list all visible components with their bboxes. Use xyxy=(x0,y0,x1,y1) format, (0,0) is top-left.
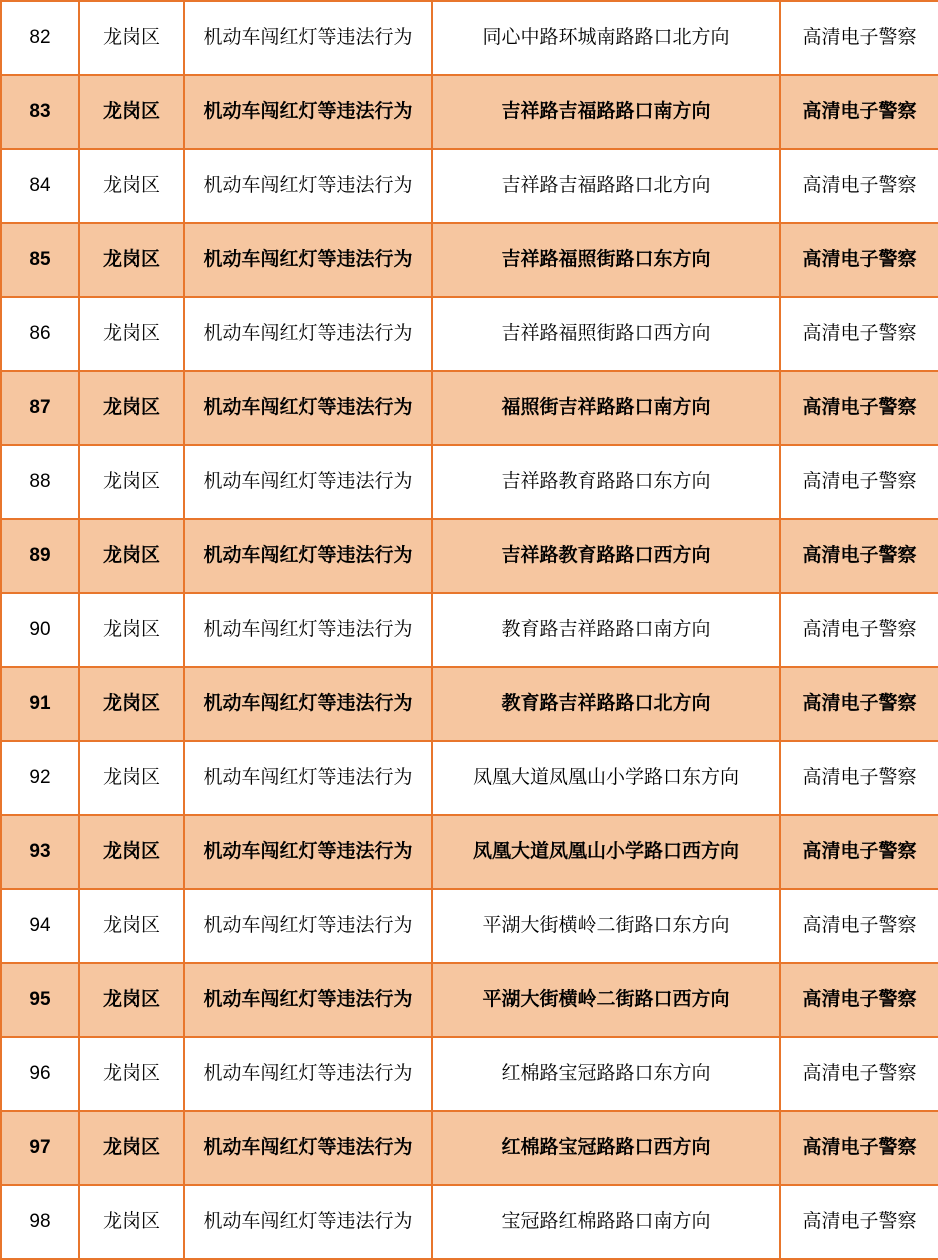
table-row xyxy=(1,1111,938,1185)
cell-district: 龙岗区 xyxy=(79,149,184,223)
cell-district: 龙岗区 xyxy=(79,741,184,815)
table-row xyxy=(1,371,938,445)
cell-violation-type: 机动车闯红灯等违法行为 xyxy=(184,297,432,371)
cell-sequence-number: 84 xyxy=(1,149,79,223)
cell-location: 平湖大街横岭二街路口东方向 xyxy=(432,889,780,963)
cell-location: 凤凰大道凤凰山小学路口东方向 xyxy=(432,741,780,815)
cell-device-type: 高清电子警察 xyxy=(780,519,938,593)
cell-violation-type: 机动车闯红灯等违法行为 xyxy=(184,963,432,1037)
table-row xyxy=(1,75,938,149)
cell-district: 龙岗区 xyxy=(79,1,184,75)
cell-device-type: 高清电子警察 xyxy=(780,149,938,223)
cell-violation-type: 机动车闯红灯等违法行为 xyxy=(184,519,432,593)
cell-location: 凤凰大道凤凰山小学路口西方向 xyxy=(432,815,780,889)
cell-district: 龙岗区 xyxy=(79,519,184,593)
cell-location: 教育路吉祥路路口南方向 xyxy=(432,593,780,667)
cell-district: 龙岗区 xyxy=(79,963,184,1037)
cell-device-type: 高清电子警察 xyxy=(780,667,938,741)
cell-location: 同心中路环城南路路口北方向 xyxy=(432,1,780,75)
cell-district: 龙岗区 xyxy=(79,371,184,445)
cell-device-type: 高清电子警察 xyxy=(780,593,938,667)
table-row xyxy=(1,223,938,297)
table-row xyxy=(1,1185,938,1259)
cell-violation-type: 机动车闯红灯等违法行为 xyxy=(184,1111,432,1185)
table-row xyxy=(1,593,938,667)
table-row xyxy=(1,815,938,889)
cell-device-type: 高清电子警察 xyxy=(780,297,938,371)
cell-location: 福照街吉祥路路口南方向 xyxy=(432,371,780,445)
cell-sequence-number: 86 xyxy=(1,297,79,371)
cell-sequence-number: 82 xyxy=(1,1,79,75)
cell-sequence-number: 88 xyxy=(1,445,79,519)
cell-sequence-number: 91 xyxy=(1,667,79,741)
cell-district: 龙岗区 xyxy=(79,889,184,963)
cell-district: 龙岗区 xyxy=(79,445,184,519)
cell-violation-type: 机动车闯红灯等违法行为 xyxy=(184,149,432,223)
cell-violation-type: 机动车闯红灯等违法行为 xyxy=(184,1185,432,1259)
cell-district: 龙岗区 xyxy=(79,815,184,889)
table-row xyxy=(1,741,938,815)
cell-sequence-number: 95 xyxy=(1,963,79,1037)
cell-district: 龙岗区 xyxy=(79,223,184,297)
cell-location: 吉祥路福照街路口东方向 xyxy=(432,223,780,297)
cell-location: 吉祥路吉福路路口北方向 xyxy=(432,149,780,223)
cell-violation-type: 机动车闯红灯等违法行为 xyxy=(184,75,432,149)
cell-district: 龙岗区 xyxy=(79,75,184,149)
cell-sequence-number: 90 xyxy=(1,593,79,667)
cell-device-type: 高清电子警察 xyxy=(780,741,938,815)
cell-sequence-number: 83 xyxy=(1,75,79,149)
cell-sequence-number: 87 xyxy=(1,371,79,445)
cell-violation-type: 机动车闯红灯等违法行为 xyxy=(184,741,432,815)
cell-device-type: 高清电子警察 xyxy=(780,1111,938,1185)
cell-violation-type: 机动车闯红灯等违法行为 xyxy=(184,1,432,75)
table-row xyxy=(1,297,938,371)
cell-device-type: 高清电子警察 xyxy=(780,371,938,445)
cell-violation-type: 机动车闯红灯等违法行为 xyxy=(184,889,432,963)
cell-sequence-number: 97 xyxy=(1,1111,79,1185)
cell-violation-type: 机动车闯红灯等违法行为 xyxy=(184,815,432,889)
table-row xyxy=(1,1,938,75)
table-body xyxy=(1,1,938,1259)
cell-sequence-number: 92 xyxy=(1,741,79,815)
cell-violation-type: 机动车闯红灯等违法行为 xyxy=(184,667,432,741)
table-row xyxy=(1,519,938,593)
table-row xyxy=(1,149,938,223)
cell-district: 龙岗区 xyxy=(79,297,184,371)
cell-district: 龙岗区 xyxy=(79,1037,184,1111)
cell-device-type: 高清电子警察 xyxy=(780,75,938,149)
cell-location: 平湖大街横岭二街路口西方向 xyxy=(432,963,780,1037)
cell-device-type: 高清电子警察 xyxy=(780,1,938,75)
cell-district: 龙岗区 xyxy=(79,667,184,741)
cell-violation-type: 机动车闯红灯等违法行为 xyxy=(184,223,432,297)
table-row xyxy=(1,667,938,741)
cell-location: 吉祥路吉福路路口南方向 xyxy=(432,75,780,149)
cell-sequence-number: 96 xyxy=(1,1037,79,1111)
cell-district: 龙岗区 xyxy=(79,1185,184,1259)
table-row xyxy=(1,963,938,1037)
cell-sequence-number: 98 xyxy=(1,1185,79,1259)
cell-device-type: 高清电子警察 xyxy=(780,963,938,1037)
cell-device-type: 高清电子警察 xyxy=(780,223,938,297)
table-row xyxy=(1,445,938,519)
cell-location: 红棉路宝冠路路口东方向 xyxy=(432,1037,780,1111)
cell-location: 吉祥路福照街路口西方向 xyxy=(432,297,780,371)
cell-location: 教育路吉祥路路口北方向 xyxy=(432,667,780,741)
cell-violation-type: 机动车闯红灯等违法行为 xyxy=(184,445,432,519)
cell-device-type: 高清电子警察 xyxy=(780,445,938,519)
cell-location: 吉祥路教育路路口西方向 xyxy=(432,519,780,593)
cell-violation-type: 机动车闯红灯等违法行为 xyxy=(184,1037,432,1111)
cell-violation-type: 机动车闯红灯等违法行为 xyxy=(184,371,432,445)
cell-sequence-number: 93 xyxy=(1,815,79,889)
cell-device-type: 高清电子警察 xyxy=(780,889,938,963)
cell-district: 龙岗区 xyxy=(79,1111,184,1185)
cell-device-type: 高清电子警察 xyxy=(780,815,938,889)
cell-location: 红棉路宝冠路路口西方向 xyxy=(432,1111,780,1185)
cell-sequence-number: 89 xyxy=(1,519,79,593)
cell-location: 宝冠路红棉路路口南方向 xyxy=(432,1185,780,1259)
table-row xyxy=(1,889,938,963)
cell-device-type: 高清电子警察 xyxy=(780,1185,938,1259)
table-row xyxy=(1,1037,938,1111)
cell-sequence-number: 94 xyxy=(1,889,79,963)
cell-violation-type: 机动车闯红灯等违法行为 xyxy=(184,593,432,667)
cell-device-type: 高清电子警察 xyxy=(780,1037,938,1111)
cell-sequence-number: 85 xyxy=(1,223,79,297)
cell-district: 龙岗区 xyxy=(79,593,184,667)
cell-location: 吉祥路教育路路口东方向 xyxy=(432,445,780,519)
